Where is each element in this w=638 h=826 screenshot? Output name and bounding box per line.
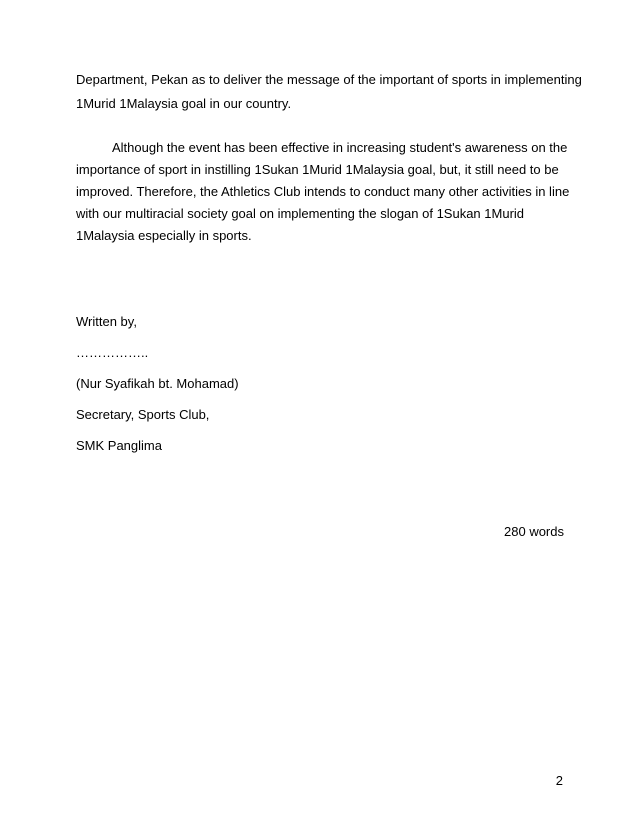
paragraph-2-line-2: importance of sport in instilling 1Sukan 1Murid 1Malaysia goal, but, it still need to be — [76, 162, 559, 177]
page-number: 2 — [555, 773, 563, 788]
paragraph-1-line-2: 1Murid 1Malaysia goal in our country. — [76, 96, 292, 111]
paragraph-2-line-4: with our multiracial society goal on implementing the slogan of 1Sukan 1Murid — [76, 206, 525, 221]
paragraph-2-line-5: 1Malaysia especially in sports. — [76, 228, 252, 243]
word-count: 280 words — [504, 524, 564, 539]
school-name: SMK Panglima — [76, 438, 162, 453]
paragraph-1-line-1: Department, Pekan as to deliver the message of the important of sports in implementing — [76, 72, 582, 87]
written-by-label: Written by, — [76, 314, 137, 329]
author-position: Secretary, Sports Club, — [76, 407, 210, 422]
signature-dots: …………….. — [76, 345, 149, 360]
paragraph-2-line-3: improved. Therefore, the Athletics Club intends to conduct many other activities in line — [76, 184, 570, 199]
paragraph-2-line-1: Although the event has been effective in increasing student's awareness on the — [112, 140, 568, 155]
author-name: (Nur Syafikah bt. Mohamad) — [76, 376, 239, 391]
